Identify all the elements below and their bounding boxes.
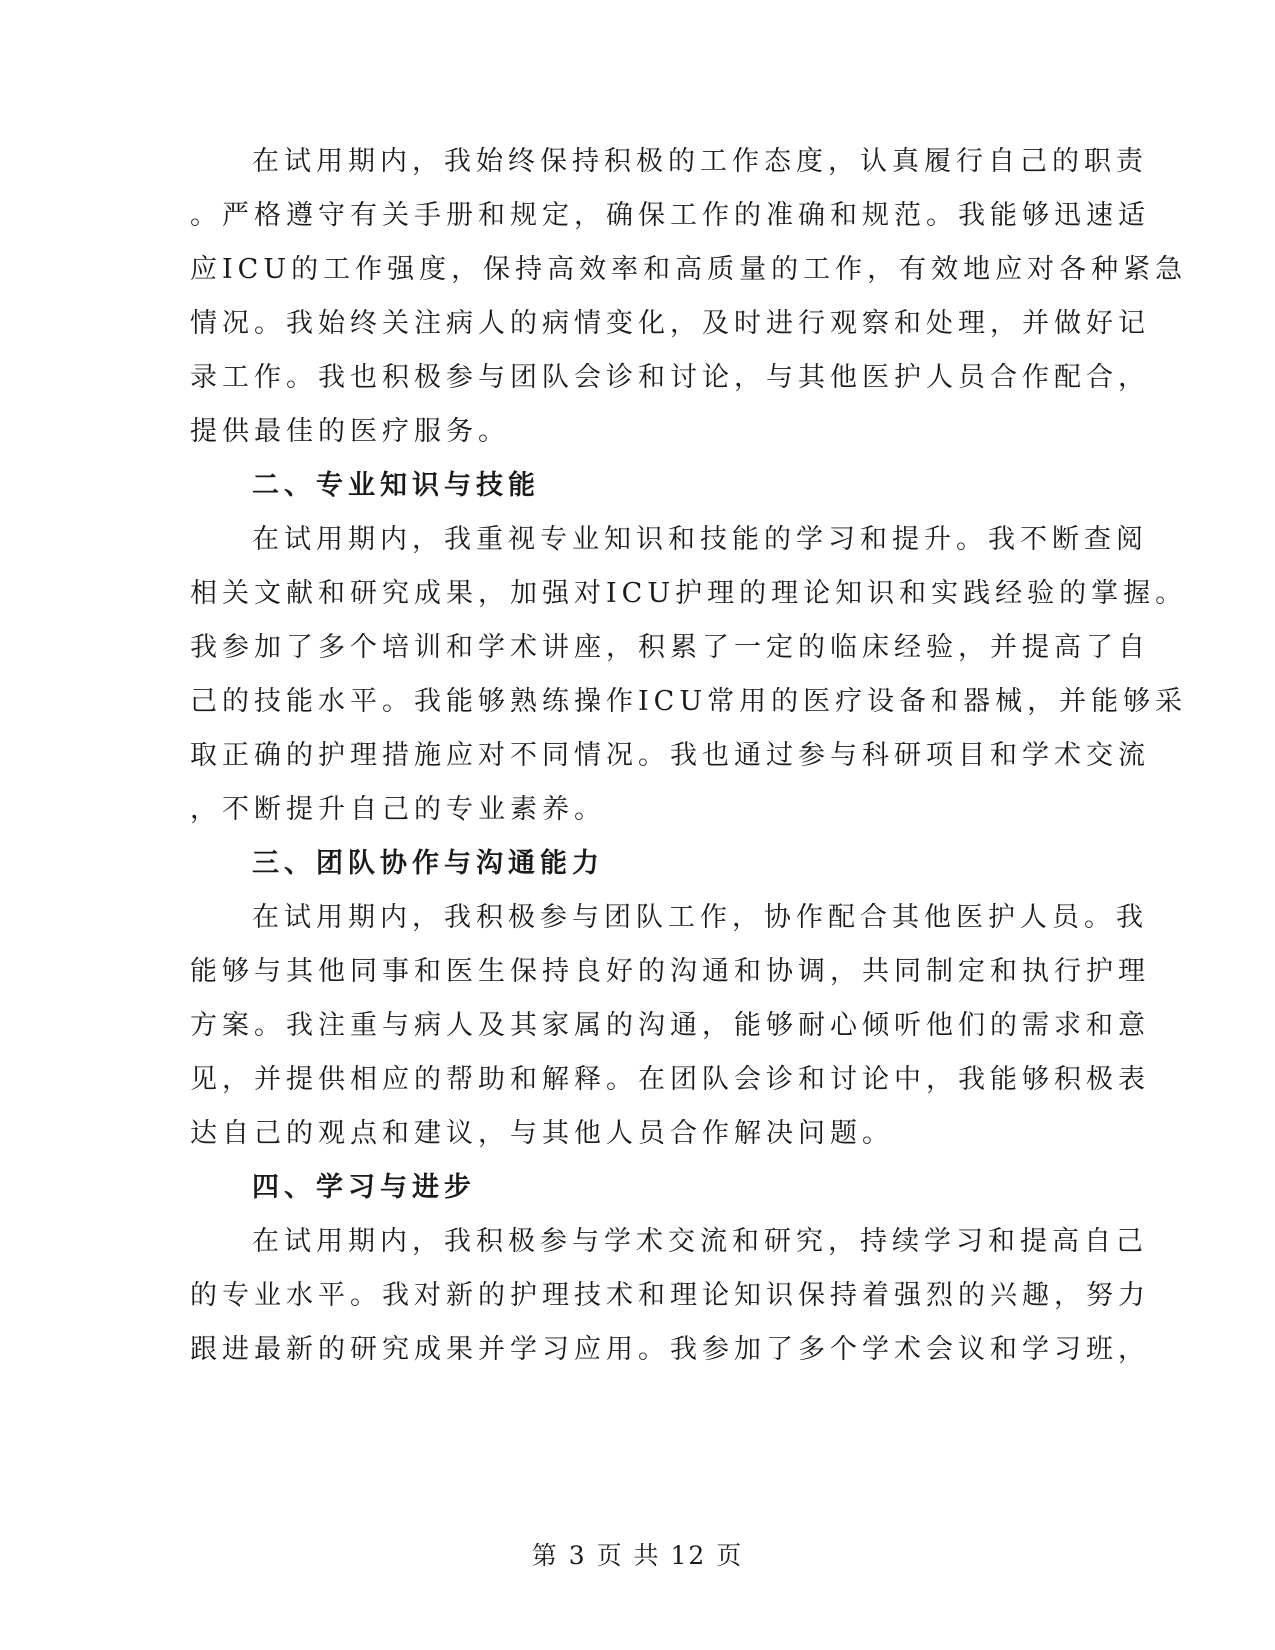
- paragraph-line: 方案。我注重与病人及其家属的沟通，能够耐心倾听他们的需求和意: [190, 1010, 1150, 1041]
- paragraph-line: 录工作。我也积极参与团队会诊和讨论，与其他医护人员合作配合，: [190, 362, 1150, 393]
- paragraph-line: 在试用期内，我积极参与团队工作，协作配合其他医护人员。我: [252, 902, 1148, 933]
- paragraph-line: 跟进最新的研究成果并学习应用。我参加了多个学术会议和学习班，: [190, 1334, 1150, 1365]
- paragraph-line: 达自己的观点和建议，与其他人员合作解决问题。: [190, 1118, 894, 1149]
- paragraph-line: 我参加了多个培训和学术讲座，积累了一定的临床经验，并提高了自: [190, 632, 1150, 663]
- paragraph-line: 在试用期内，我积极参与学术交流和研究，持续学习和提高自己: [252, 1226, 1148, 1257]
- paragraph-line: 的专业水平。我对新的护理技术和理论知识保持着强烈的兴趣，努力: [190, 1280, 1150, 1311]
- paragraph-line: 能够与其他同事和医生保持良好的沟通和协调，共同制定和执行护理: [190, 956, 1150, 987]
- paragraph-line: 。严格遵守有关手册和规定，确保工作的准确和规范。我能够迅速适: [190, 200, 1150, 231]
- paragraph-line: 在试用期内，我始终保持积极的工作态度，认真履行自己的职责: [252, 146, 1148, 177]
- section-heading: 三、团队协作与沟通能力: [252, 848, 604, 879]
- paragraph-line: ，不断提升自己的专业素养。: [190, 794, 606, 825]
- paragraph-line: 见，并提供相应的帮助和解释。在团队会诊和讨论中，我能够积极表: [190, 1064, 1150, 1095]
- page-number-text: 第 3 页 共 12 页: [531, 1541, 744, 1570]
- page-number-footer: [0, 1538, 1275, 1574]
- paragraph-line: 应ICU的工作强度，保持高效率和高质量的工作，有效地应对各种紧急: [190, 254, 1188, 285]
- section-heading: 二、专业知识与技能: [252, 470, 540, 501]
- paragraph-line: 提供最佳的医疗服务。: [190, 416, 510, 447]
- paragraph-line: 相关文献和研究成果，加强对ICU护理的理论知识和实践经验的掌握。: [190, 578, 1188, 609]
- section-heading: 四、学习与进步: [252, 1172, 476, 1203]
- paragraph-line: 情况。我始终关注病人的病情变化，及时进行观察和处理，并做好记: [190, 308, 1150, 339]
- paragraph-line: 取正确的护理措施应对不同情况。我也通过参与科研项目和学术交流: [190, 740, 1150, 771]
- paragraph-line: 己的技能水平。我能够熟练操作ICU常用的医疗设备和器械，并能够采: [190, 686, 1188, 717]
- paragraph-line: 在试用期内，我重视专业知识和技能的学习和提升。我不断查阅: [252, 524, 1148, 555]
